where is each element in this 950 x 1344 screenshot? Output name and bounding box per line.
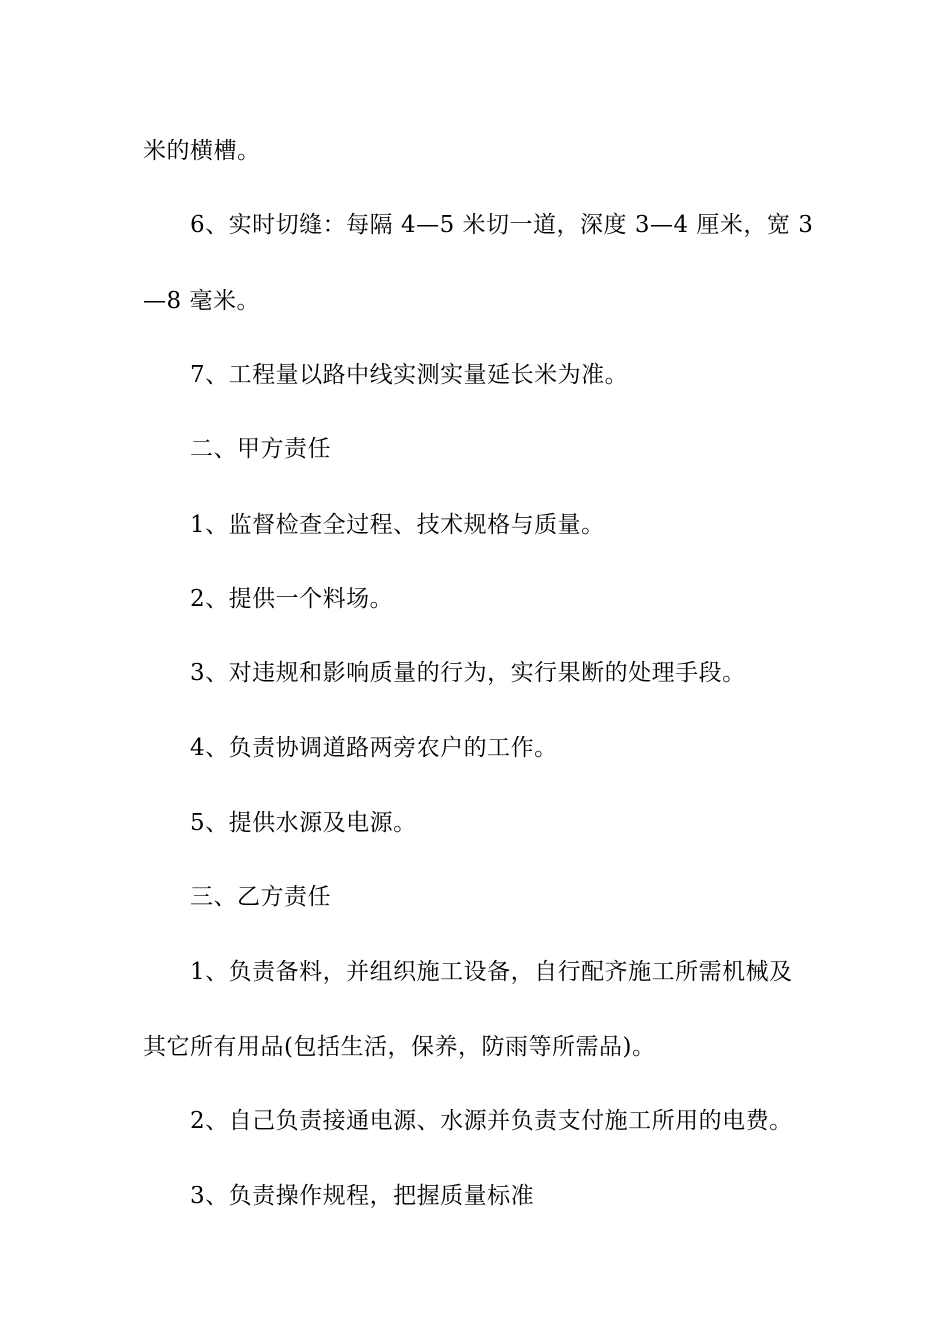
paragraph-line: 米的横槽。 xyxy=(143,138,261,164)
paragraph-line: 3、负责操作规程，把握质量标准 xyxy=(190,1183,535,1209)
paragraph-line: 7、工程量以路中线实测实量延长米为准。 xyxy=(190,362,629,388)
paragraph-line: 4、负责协调道路两旁农户的工作。 xyxy=(190,735,558,761)
paragraph-line: 5、提供水源及电源。 xyxy=(190,810,417,836)
section-heading: 二、甲方责任 xyxy=(190,436,331,462)
paragraph-line: 3、对违规和影响质量的行为，实行果断的处理手段。 xyxy=(190,660,746,686)
paragraph-line: 1、负责备料，并组织施工设备，自行配齐施工所需机械及 xyxy=(190,959,793,985)
paragraph-line: 其它所有用品(包括生活，保养，防雨等所需品)。 xyxy=(143,1034,656,1060)
paragraph-line: 2、自己负责接通电源、水源并负责支付施工所用的电费。 xyxy=(190,1108,793,1134)
paragraph-line: 1、监督检查全过程、技术规格与质量。 xyxy=(190,512,605,538)
paragraph-line: 6、实时切缝：每隔 4—5 米切一道，深度 3—4 厘米，宽 3 xyxy=(190,212,814,238)
section-heading: 三、乙方责任 xyxy=(190,884,331,910)
paragraph-line: —8 毫米。 xyxy=(143,288,260,314)
paragraph-line: 2、提供一个料场。 xyxy=(190,586,394,612)
